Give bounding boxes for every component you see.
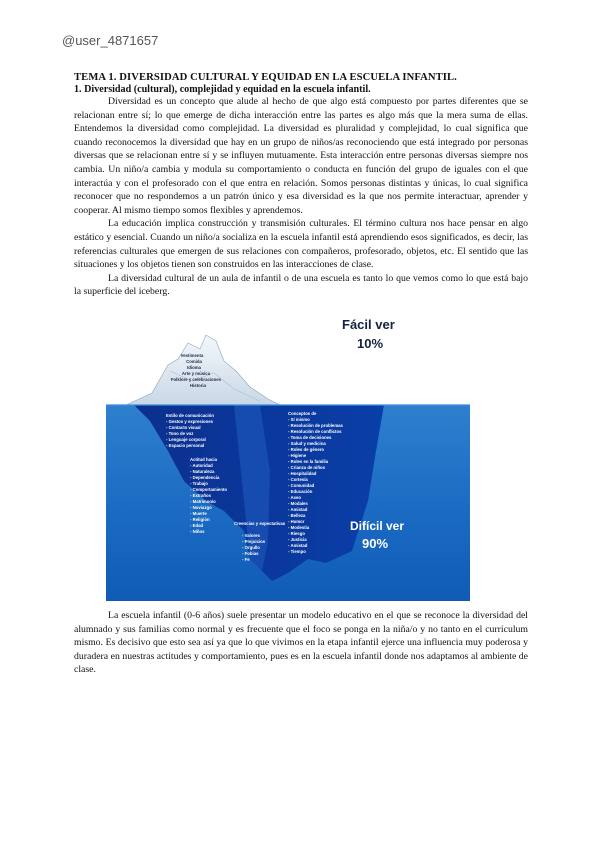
column-item: - Riesgo (288, 530, 305, 536)
column-title: Creencias y expectativas (234, 520, 286, 526)
paragraph-diversidad: Diversidad es un concepto que alude al hecho de que algo está compuesto por partes diferentes que se relacionan entre sí; lo que emerge de dicha interacción entre las partes es algo más que la mera suma de ellas. Entendemos la diversidad como complejidad. La diversidad es pluralidad y complejidad, lo cual significa que cuando reconocemos la diversidad que hay en un grupo de niños/as reconociendo que está integrado por personas diversas que se relacionan entre sí y se influyen mutuamente. Esta interacción entre personas diversas siempre nos cambia. Un niño/a cambia y modula su comportamiento o conducta en función del grupo de iguales con el que interactúa y con el profesorado con el que entra en relación. Somos personas distintas y únicas, lo cual significa reconocer que no respondemos a un patrón único y esa diversidad es la que nos permite interactuar, aprender y cooperar. Al mismo tiempo somos flexibles y aprendemos. (74, 96, 528, 216)
column-item: - Aseo (288, 494, 301, 500)
column-item: - Resolución de problemas (288, 422, 343, 428)
column-item: - Resolución de conflictos (288, 428, 342, 434)
easy-label: Fácil ver (342, 316, 395, 332)
iceberg-figure (74, 301, 528, 601)
column-item: - Amistad (288, 542, 308, 548)
column-item: - Gestos y expresiones (166, 418, 214, 424)
column-item: - Cortesía (288, 476, 308, 482)
column-item: - Dependencia (190, 474, 220, 480)
column-item: - Tono de voz (166, 430, 194, 436)
column-item: - Religión (190, 516, 210, 522)
column-title: Actitud hacia (190, 456, 217, 462)
column-item: - Belleza (288, 512, 306, 518)
column-item: - Extraños (190, 492, 212, 498)
column-item: - Humor (288, 518, 305, 524)
column-item: - Valores (242, 532, 260, 538)
column-item: - Fe (242, 556, 250, 562)
column-item: - Tiempo (288, 548, 306, 554)
document-body (74, 72, 528, 677)
column-item: - Modestia (288, 524, 310, 530)
iceberg-illustration (74, 301, 528, 601)
tip-item: Historia (190, 382, 206, 388)
column-item: - Espacio personal (166, 442, 205, 448)
document-title: TEMA 1. DIVERSIDAD CULTURAL Y EQUIDAD EN LA ESCUELA INFANTIL. (74, 72, 457, 83)
column-item: - Salud y medicina (288, 440, 326, 446)
column-item: - Modales (288, 500, 308, 506)
column-title: Conceptos de (288, 410, 317, 416)
column-item: - Fobias (242, 550, 259, 556)
column-item: - Toma de decisiones (288, 434, 332, 440)
column-item: - Higiene (288, 452, 307, 458)
column-item: - Niños (190, 528, 205, 534)
column-item: - Crianza de niños (288, 464, 326, 470)
column-item: - Prejuicios (242, 538, 266, 544)
paragraph-iceberg-intro: La diversidad cultural de un aula de infantil o de una escuela es tanto lo que vemos como lo que está bajo la superficie del iceberg. (74, 272, 528, 298)
column-item: - Naturaleza (190, 468, 215, 474)
hard-label: Difícil ver (350, 518, 405, 533)
hard-percent: 90% (362, 535, 389, 551)
column-item: - Muerte (190, 510, 207, 516)
iceberg-tip (126, 335, 280, 405)
tip-item: Comida (186, 358, 202, 364)
column-item: - Roles en la familia (288, 458, 329, 464)
tip-item: Vestimenta (180, 352, 204, 358)
paragraph-escuela-infantil: La escuela infantil (0-6 años) suele presentar un modelo educativo en el que se reconoce la diversidad del alumnado y sus familias como normal y es frecuente que el foco se ponga en la niña/o y no tanto en el currículum mismo. Es decisivo que esto sea así ya que lo que vivimos en la etapa infantil ejerce una influencia muy poderosa y duradera en nuestras actitudes y comportamiento, pues es en la escuela infantil donde nos adaptamos al ambiente de clase. (74, 609, 528, 676)
column-item: - Lenguaje corporal (166, 436, 206, 442)
column-item: - Roles de género (288, 446, 325, 452)
column-item: - Contacto visual (166, 424, 201, 430)
tip-item: Folklore y celebraciones (170, 376, 222, 382)
column-item: - Hospitalidad (288, 470, 317, 476)
column-item: - Autoridad (190, 462, 213, 468)
column-item: - Amistad (288, 506, 308, 512)
easy-percent: 10% (357, 335, 384, 351)
column-item: - Sí mismo (288, 416, 310, 422)
paragraph-educacion: La educación implica construcción y transmisión culturales. El término cultura nos hace pensar en algo estático y esencial. Cuando un niño/a socializa en la escuela infantil está aprendiendo esos significados, es decir, las referencias culturales que emergen de sus relaciones con compañeros, profesorado, objetos, etc. El sentido que las situaciones y los objetos tienen son construidos en las interacciones de clase. (74, 218, 528, 271)
column-item: - Educación (288, 488, 313, 494)
column-item: - Comportamiento (190, 486, 227, 492)
column-item: - Edad (190, 522, 204, 528)
user-handle: @user_4871657 (62, 33, 159, 48)
column-item: - Comunidad (288, 482, 315, 488)
column-item: - Justicia (288, 536, 307, 542)
tip-item: Arte y música (181, 370, 211, 376)
section-heading: 1. Diversidad (cultural), complejidad y equidad en la escuela infantil. (74, 84, 371, 95)
column-item: - Orgullo (242, 544, 260, 550)
column-item: - Trabajo (190, 480, 208, 486)
column-item: - Noviazgo (190, 504, 212, 510)
tip-item: Idioma (187, 364, 201, 370)
column-title: Estilo de comunicación (166, 412, 214, 418)
column-item: - Matrimonio (190, 498, 216, 504)
